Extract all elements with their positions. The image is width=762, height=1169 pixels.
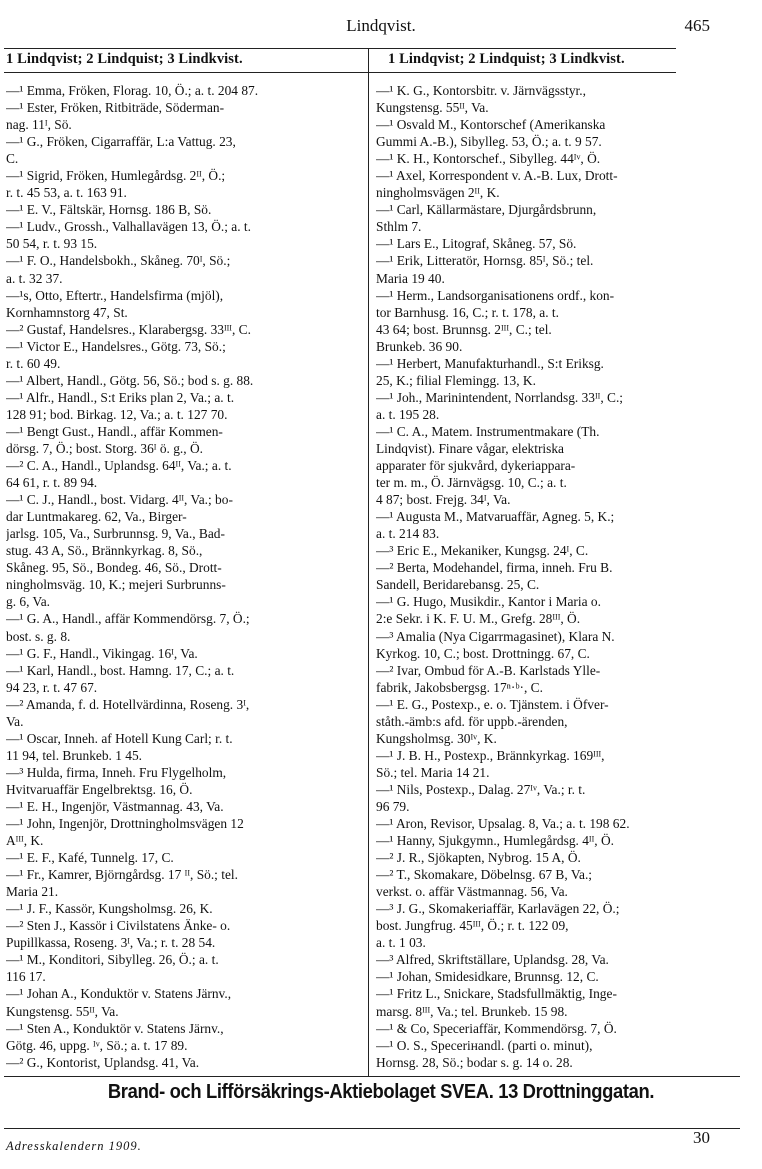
directory-entry-line: —¹ Bengt Gust., Handl., affär Kommen- bbox=[6, 423, 223, 439]
advert-banner: Brand- och Lifförsäkrings-Aktiebolaget SVEA. 13 Drottninggatan. bbox=[107, 1081, 655, 1103]
directory-entry-line: —¹ M., Konditori, Sibylleg. 26, Ö.; a. t. bbox=[6, 952, 219, 968]
directory-entry-line: —¹ F. O., Handelsbokh., Skåneg. 70ᴵ, Sö.; bbox=[6, 253, 231, 269]
directory-entry-line: —² Ivar, Ombud för A.-B. Karlstads Ylle- bbox=[376, 662, 601, 678]
directory-entry-line: —¹ E. H., Ingenjör, Västmannag. 43, Va. bbox=[6, 798, 224, 814]
directory-entry-line: a. t. 214 83. bbox=[376, 526, 440, 542]
directory-entry-line: nag. 11ᴵ, Sö. bbox=[6, 117, 72, 133]
directory-entry-line: —³ J. G., Skomakeriaffär, Karlavägen 22, Ö.; bbox=[376, 901, 620, 917]
directory-entry-line: Maria 19 40. bbox=[376, 270, 445, 286]
directory-entry-line: ståth.-ämb:s afd. för uppb.-ärenden, bbox=[376, 713, 568, 729]
right-column bbox=[376, 82, 740, 1071]
directory-entry-line: —² T., Skomakare, Döbelnsg. 67 B, Va.; bbox=[376, 867, 593, 883]
directory-entry-line: —¹ Aron, Revisor, Upsalag. 8, Va.; a. t. 198 62. bbox=[376, 816, 630, 832]
directory-entry-line: —¹ C. J., Handl., bost. Vidarg. 4ᴵᴵ, Va.; bo- bbox=[6, 492, 233, 508]
directory-entry-line: —² Sten J., Kassör i Civilstatens Änke- o. bbox=[6, 918, 231, 934]
directory-entry-line: Sandell, Beridarebansg. 25, C. bbox=[376, 577, 540, 593]
directory-entry-line: 50 54, r. t. 93 15. bbox=[6, 236, 98, 252]
directory-entry-line: —¹ Nils, Postexp., Dalag. 27ᴵᵛ, Va.; r. t. bbox=[376, 781, 586, 797]
directory-entry-line: 11 94, tel. Brunkeb. 1 45. bbox=[6, 747, 142, 763]
directory-entry-line: dörsg. 7, Ö.; bost. Storg. 36ᴵ ö. g., Ö. bbox=[6, 440, 203, 456]
footer-page-number: 30 bbox=[693, 1128, 710, 1147]
directory-entry-line: 94 23, r. t. 47 67. bbox=[6, 679, 98, 695]
column-divider bbox=[368, 48, 369, 1076]
directory-entry-line: —² J. R., Sjökapten, Nybrog. 15 A, Ö. bbox=[376, 850, 581, 866]
directory-entry-line: Kornhamnstorg 47, St. bbox=[6, 304, 128, 320]
directory-entry-line: bost. s. g. 8. bbox=[6, 628, 71, 644]
directory-entry-line: 96 79. bbox=[376, 798, 410, 814]
directory-entry-line: ter m. m., Ö. Järnvägsg. 10, C.; a. t. bbox=[376, 475, 567, 491]
directory-entry-line: a. t. 32 37. bbox=[6, 270, 63, 286]
directory-entry-line: —¹ Joh., Marinintendent, Norrlandsg. 33ᴵᴵ, C.; bbox=[376, 389, 624, 405]
directory-entry-line: apparater för sjukvård, dykeriappara- bbox=[376, 458, 576, 474]
directory-entry-line: —¹ Oscar, Inneh. af Hotell Kung Carl; r. t. bbox=[6, 730, 233, 746]
footer-rule bbox=[4, 1128, 740, 1129]
directory-entry-line: —² C. A., Handl., Uplandsg. 64ᴵᴵ, Va.; a. t. bbox=[6, 458, 232, 474]
directory-entry-line: —¹ K. G., Kontorsbitr. v. Järnvägsstyr., bbox=[376, 83, 586, 98]
directory-entry-line: —¹ Lars E., Litograf, Skåneg. 57, Sö. bbox=[376, 236, 577, 252]
left-column bbox=[6, 82, 364, 1071]
directory-entry-line: C. bbox=[6, 151, 19, 167]
directory-entry-line: a. t. 1 03. bbox=[376, 935, 426, 951]
directory-entry-line: —² Amanda, f. d. Hotellvärdinna, Roseng. 3ᴵ, bbox=[6, 696, 250, 712]
directory-entry-line: Götg. 46, uppg. ᴵᵛ, Sö.; a. t. 17 89. bbox=[6, 1037, 188, 1053]
directory-entry-line: Lindqvist). Finare vågar, elektriska bbox=[376, 440, 564, 456]
directory-entry-line: dar Luntmakareg. 62, Va., Birger- bbox=[6, 509, 187, 525]
directory-entry-line: Kungstensg. 55ᴵᴵ, Va. bbox=[376, 100, 489, 116]
directory-entry-line: Aᴵᴵᴵ, K. bbox=[6, 833, 44, 849]
directory-entry-line: stug. 43 A, Sö., Brännkyrkag. 8, Sö., bbox=[6, 543, 203, 559]
directory-entry-line: Pupillkassa, Roseng. 3ᴵ, Va.; r. t. 28 54. bbox=[6, 935, 216, 951]
directory-entry-line: 116 17. bbox=[6, 969, 46, 985]
directory-entry-line: Va. bbox=[6, 713, 24, 729]
directory-entry-line: marsg. 8ᴵᴵᴵ, Va.; tel. Brunkeb. 15 98. bbox=[376, 1003, 568, 1019]
directory-entry-line: —³ Amalia (Nya Cigarrmagasinet), Klara N. bbox=[376, 628, 615, 644]
directory-entry-line: r. t. 60 49. bbox=[6, 355, 61, 371]
header-rule-bottom bbox=[4, 72, 676, 73]
directory-entry-line: —¹ Augusta M., Matvaruaffär, Agneg. 5, K.; bbox=[376, 509, 615, 525]
directory-entry-line: Kungstensg. 55ᴵᴵ, Va. bbox=[6, 1003, 119, 1019]
directory-entry-line: —¹ G. Hugo, Musikdir., Kantor i Maria o. bbox=[376, 594, 601, 610]
directory-entry-line: Gummi A.-B.), Sibylleg. 53, Ö.; a. t. 9 57. bbox=[376, 134, 602, 150]
directory-entry-line: verkst. o. affär Västmannag. 56, Va. bbox=[376, 884, 568, 900]
directory-entry-line: —¹ G. F., Handl., Vikingag. 16ᴵ, Va. bbox=[6, 645, 198, 661]
page-title: Lindqvist. bbox=[346, 16, 416, 35]
directory-entry-line: a. t. 195 28. bbox=[376, 406, 440, 422]
directory-entry-line: —¹ Alfr., Handl., S:t Eriks plan 2, Va.; a. t. bbox=[6, 389, 235, 405]
left-column-heading: 1 Lindqvist; 2 Lindquist; 3 Lindkvist. bbox=[6, 51, 243, 67]
directory-entry-line: —¹ Herbert, Manufakturhandl., S:t Eriksg. bbox=[376, 355, 604, 371]
directory-entry-line: —² Berta, Modehandel, firma, inneh. Fru B. bbox=[376, 560, 613, 576]
directory-entry-line: —¹ John, Ingenjör, Drottningholmsvägen 12 bbox=[6, 816, 244, 832]
directory-entry-line: 25, K.; filial Flemingg. 13, K. bbox=[376, 372, 536, 388]
directory-entry-line: —¹ K. H., Kontorschef., Sibylleg. 44ᴵᵛ, Ö. bbox=[376, 151, 601, 167]
directory-entry-line: —¹ Hanny, Sjukgymn., Humlegårdsg. 4ᴵᴵ, Ö. bbox=[376, 833, 614, 849]
directory-entry-line: —¹ Johan A., Konduktör v. Statens Järnv., bbox=[6, 986, 232, 1002]
directory-entry-line: —¹ O. S., Speceriнandl. (parti o. minut), bbox=[376, 1037, 593, 1053]
directory-entry-line: Kungsholmsg. 30ᴵᵛ, K. bbox=[376, 730, 497, 746]
directory-entry-line: —¹ Fr., Kamrer, Björngårdsg. 17 ᴵᴵ, Sö.; tel. bbox=[6, 867, 238, 883]
directory-entry-line: —¹ Albert, Handl., Götg. 56, Sö.; bod s. g. 88. bbox=[6, 372, 254, 388]
directory-entry-line: —¹ Victor E., Handelsres., Götg. 73, Sö.; bbox=[6, 338, 226, 354]
directory-entry-line: —¹ Karl, Handl., bost. Hamng. 17, C.; a. t. bbox=[6, 662, 235, 678]
directory-entry-line: —³ Hulda, firma, Inneh. Fru Flygelholm, bbox=[6, 764, 227, 780]
directory-entry-line: —¹ Fritz L., Snickare, Stadsfullmäktig, Inge- bbox=[376, 986, 617, 1002]
directory-entry-line: —¹ Ludv., Grossh., Valhallavägen 13, Ö.; a. t. bbox=[6, 219, 252, 235]
directory-entry-line: —³ Alfred, Skriftställare, Uplandsg. 28, Va. bbox=[376, 952, 609, 968]
directory-entry-line: Hornsg. 28, Sö.; bodar s. g. 14 o. 28. bbox=[376, 1054, 573, 1070]
directory-entry-line: bost. Jungfrug. 45ᴵᴵᴵ, Ö.; r. t. 122 09, bbox=[376, 918, 569, 934]
directory-entry-line: —¹ C. A., Matem. Instrumentmakare (Th. bbox=[376, 423, 600, 439]
directory-entry-line: —¹ Herm., Landsorganisationens ordf., kon- bbox=[376, 287, 615, 303]
directory-entry-line: Sö.; tel. Maria 14 21. bbox=[376, 764, 490, 780]
directory-entry-line: —² Gustaf, Handelsres., Klarabergsg. 33ᴵᴵᴵ, C. bbox=[6, 321, 251, 337]
directory-entry-line: —¹ G., Fröken, Cigarraffär, L:a Vattug. 23, bbox=[6, 134, 236, 150]
advert-rule bbox=[4, 1076, 740, 1077]
page-number: 465 bbox=[684, 16, 710, 35]
directory-entry-line: —¹ & Co, Specerіaffär, Kommendörsg. 7, Ö. bbox=[376, 1020, 617, 1036]
directory-entry-line: Sthlm 7. bbox=[376, 219, 422, 235]
directory-entry-line: —¹ Sten A., Konduktör v. Statens Järnv., bbox=[6, 1020, 224, 1036]
right-column-heading: 1 Lindqvist; 2 Lindquist; 3 Lindkvist. bbox=[388, 51, 625, 67]
directory-entry-line: Kyrkog. 10, C.; bost. Drottningg. 67, C. bbox=[376, 645, 590, 661]
directory-entry-line: —¹ Axel, Korrespondent v. A.-B. Lux, Drott- bbox=[376, 168, 618, 184]
directory-entry-line: —¹ E. V., Fältskär, Hornsg. 186 B, Sö. bbox=[6, 202, 212, 218]
directory-entry-line: —¹ Osvald M., Kontorschef (Amerikanska bbox=[376, 117, 606, 133]
footer-publication: Adresskalendern 1909. bbox=[6, 1139, 142, 1153]
directory-entry-line: 128 91; bod. Birkag. 12, Va.; a. t. 127 70. bbox=[6, 406, 228, 422]
page-header bbox=[0, 12, 762, 38]
directory-entry-line: jarlsg. 105, Va., Surbrunnsg. 9, Va., Bad- bbox=[6, 526, 225, 542]
directory-entry-line: —¹ Sigrid, Fröken, Humlegårdsg. 2ᴵᴵ, Ö.; bbox=[6, 168, 226, 184]
directory-entry-line: g. 6, Va. bbox=[6, 594, 51, 610]
directory-entry-line: —¹ Carl, Källarmästare, Djurgårdsbrunn, bbox=[376, 202, 597, 218]
directory-entry-line: —² G., Kontorist, Uplandsg. 41, Va. bbox=[6, 1054, 200, 1070]
directory-entry-line: r. t. 45 53, a. t. 163 91. bbox=[6, 185, 127, 201]
directory-entry-line: —¹ E. G., Postexp., e. o. Tjänstem. i Öfver- bbox=[376, 696, 609, 712]
directory-entry-line: 64 61, r. t. 89 94. bbox=[6, 475, 98, 491]
directory-entry-line: 2:e Sekr. i K. F. U. M., Grefg. 28ᴵᴵᴵ, Ö. bbox=[376, 611, 581, 627]
directory-entry-line: tor Barnhusg. 16, C.; r. t. 178, a. t. bbox=[376, 304, 559, 320]
directory-entry-line: —¹ J. F., Kassör, Kungsholmsg. 26, K. bbox=[6, 901, 213, 917]
directory-entry-line: —³ Eric E., Mekaniker, Kungsg. 24ᴵ, C. bbox=[376, 543, 589, 559]
directory-entry-line: Maria 21. bbox=[6, 884, 59, 900]
directory-entry-line: ningholmsvägen 2ᴵᴵ, K. bbox=[376, 185, 500, 201]
directory-entry-line: ningholmsväg. 10, K.; mejeri Surbrunns- bbox=[6, 577, 226, 593]
directory-entry-line: Skåneg. 95, Sö., Bondeg. 46, Sö., Drott- bbox=[6, 560, 222, 576]
directory-entry-line: —¹ Erik, Litteratör, Hornsg. 85ᴵ, Sö.; tel. bbox=[376, 253, 594, 269]
directory-entry-line: —¹ Emma, Fröken, Florag. 10, Ö.; a. t. 204 87. bbox=[6, 83, 259, 98]
directory-entry-line: —¹ J. B. H., Postexp., Brännkyrkag. 169ᴵᴵᴵ, bbox=[376, 747, 605, 763]
directory-entry-line: —¹s, Otto, Eftertr., Handelsfirma (mjöl), bbox=[6, 287, 224, 303]
directory-entry-line: fabrik, Jakobsbergsg. 17ⁿ·ᵇ·, C. bbox=[376, 679, 543, 695]
directory-entry-line: —¹ E. F., Kafé, Tunnelg. 17, C. bbox=[6, 850, 174, 866]
directory-entry-line: —¹ Ester, Fröken, Ritbiträde, Söderman- bbox=[6, 100, 225, 116]
directory-entry-line: 43 64; bost. Brunnsg. 2ᴵᴵᴵ, C.; tel. bbox=[376, 321, 552, 337]
header-rule-top bbox=[4, 48, 676, 49]
directory-entry-line: —¹ Johan, Smidesidkare, Brunnsg. 12, C. bbox=[376, 969, 599, 985]
directory-entry-line: —¹ G. A., Handl., affär Kommendörsg. 7, Ö.; bbox=[6, 611, 250, 627]
directory-entry-line: Brunkeb. 36 90. bbox=[376, 338, 463, 354]
directory-entry-line: 4 87; bost. Frejg. 34ᴵ, Va. bbox=[376, 492, 511, 508]
directory-entry-line: Hvitvaruaffär Engelbrektsg. 16, Ö. bbox=[6, 781, 193, 797]
